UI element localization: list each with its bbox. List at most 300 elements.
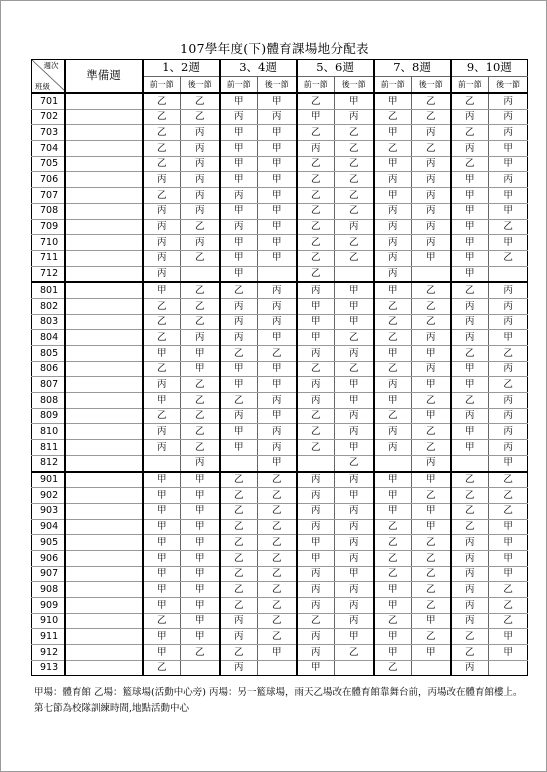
class-number-cell: 712 (32, 266, 65, 282)
prep-week-cell (65, 282, 143, 298)
venue-cell: 乙 (374, 535, 412, 551)
venue-cell: 甲 (143, 598, 181, 614)
class-number-cell: 804 (32, 330, 65, 346)
schedule-table (31, 59, 528, 676)
venue-cell: 甲 (374, 582, 412, 598)
venue-cell: 甲 (220, 125, 258, 141)
venue-cell: 乙 (374, 361, 412, 377)
venue-cell: 甲 (258, 141, 297, 157)
prep-week-cell (65, 219, 143, 235)
venue-cell: 乙 (412, 598, 451, 614)
venue-cell: 丙 (489, 408, 528, 424)
venue-cell: 丙 (451, 598, 489, 614)
prep-week-cell (65, 645, 143, 661)
venue-cell: 甲 (451, 424, 489, 440)
venue-cell: 丙 (489, 93, 528, 109)
first-period-header: 前一節 (220, 77, 258, 94)
class-number-cell: 811 (32, 440, 65, 456)
venue-cell: 乙 (220, 519, 258, 535)
venue-cell: 甲 (451, 203, 489, 219)
venue-cell (489, 266, 528, 282)
prep-week-cell (65, 172, 143, 188)
prep-week-cell (65, 93, 143, 109)
venue-cell: 乙 (297, 219, 335, 235)
venue-cell: 甲 (181, 598, 220, 614)
diagonal-header-week-label: 週次 (43, 61, 59, 70)
venue-cell: 乙 (297, 188, 335, 204)
venue-cell: 丙 (412, 330, 451, 346)
venue-cell: 甲 (335, 314, 374, 330)
venue-cell: 甲 (297, 109, 335, 125)
venue-cell: 乙 (374, 566, 412, 582)
table-row (32, 645, 528, 661)
venue-cell: 乙 (297, 266, 335, 282)
venue-cell: 丙 (258, 109, 297, 125)
venue-cell: 乙 (335, 455, 374, 471)
venue-cell: 丙 (181, 188, 220, 204)
venue-cell: 乙 (489, 598, 528, 614)
venue-cell: 丙 (374, 172, 412, 188)
venue-cell: 乙 (297, 172, 335, 188)
venue-cell: 丙 (297, 141, 335, 157)
venue-cell: 乙 (489, 472, 528, 488)
venue-cell: 甲 (258, 188, 297, 204)
venue-cell: 乙 (412, 582, 451, 598)
venue-cell: 乙 (181, 298, 220, 314)
document-title: 107學年度(下)體育課場地分配表 (180, 41, 369, 56)
table-row (32, 566, 528, 582)
venue-cell: 丙 (297, 346, 335, 362)
venue-cell: 乙 (143, 361, 181, 377)
venue-cell: 丙 (297, 598, 335, 614)
venue-cell: 乙 (181, 377, 220, 393)
venue-cell: 乙 (374, 330, 412, 346)
venue-cell: 乙 (412, 314, 451, 330)
venue-cell: 甲 (181, 503, 220, 519)
prep-week-header: 準備週 (65, 60, 143, 94)
table-row (32, 330, 528, 346)
venue-cell: 甲 (143, 393, 181, 409)
venue-cell: 乙 (412, 282, 451, 298)
class-number-cell: 908 (32, 582, 65, 598)
venue-cell: 乙 (143, 141, 181, 157)
week-header-1-2: 1、2週 (143, 60, 220, 77)
venue-cell: 甲 (258, 377, 297, 393)
table-row (32, 188, 528, 204)
venue-cell: 乙 (220, 598, 258, 614)
venue-cell: 乙 (412, 298, 451, 314)
venue-cell: 乙 (412, 141, 451, 157)
prep-week-cell (65, 266, 143, 282)
venue-cell: 丙 (412, 455, 451, 471)
venue-cell: 丙 (335, 472, 374, 488)
venue-cell: 丙 (374, 440, 412, 456)
venue-cell: 甲 (220, 203, 258, 219)
venue-cell: 甲 (258, 361, 297, 377)
venue-cell: 乙 (374, 660, 412, 676)
venue-cell: 丙 (297, 566, 335, 582)
venue-cell: 乙 (297, 361, 335, 377)
class-number-cell: 806 (32, 361, 65, 377)
class-number-cell: 803 (32, 314, 65, 330)
prep-week-cell (65, 535, 143, 551)
venue-cell: 甲 (489, 645, 528, 661)
venue-cell: 丙 (220, 314, 258, 330)
venue-cell: 丙 (489, 440, 528, 456)
prep-week-cell (65, 503, 143, 519)
class-number-cell: 901 (32, 472, 65, 488)
class-number-cell: 911 (32, 629, 65, 645)
venue-cell: 乙 (220, 488, 258, 504)
class-number-cell: 809 (32, 408, 65, 424)
venue-cell: 乙 (181, 282, 220, 298)
venue-cell (451, 455, 489, 471)
venue-cell: 丙 (412, 219, 451, 235)
venue-cell: 甲 (489, 203, 528, 219)
table-row (32, 172, 528, 188)
class-number-cell: 701 (32, 93, 65, 109)
table-row (32, 266, 528, 282)
venue-cell: 乙 (412, 629, 451, 645)
venue-cell: 丙 (489, 298, 528, 314)
venue-cell: 丙 (220, 188, 258, 204)
venue-cell: 甲 (181, 535, 220, 551)
class-number-cell: 708 (32, 203, 65, 219)
venue-cell: 乙 (451, 125, 489, 141)
table-row (32, 503, 528, 519)
venue-cell: 丙 (335, 519, 374, 535)
venue-cell: 乙 (451, 393, 489, 409)
venue-cell: 甲 (451, 188, 489, 204)
venue-cell: 丙 (181, 203, 220, 219)
venue-cell: 甲 (181, 582, 220, 598)
venue-cell: 乙 (451, 503, 489, 519)
prep-week-cell (65, 141, 143, 157)
venue-cell: 丙 (489, 109, 528, 125)
class-number-cell: 902 (32, 488, 65, 504)
venue-cell (181, 266, 220, 282)
venue-cell: 丙 (489, 424, 528, 440)
venue-cell: 乙 (451, 93, 489, 109)
venue-cell: 甲 (220, 377, 258, 393)
venue-cell: 甲 (374, 156, 412, 172)
venue-cell: 乙 (220, 645, 258, 661)
venue-cell: 丙 (181, 455, 220, 471)
venue-cell: 乙 (451, 346, 489, 362)
venue-cell: 乙 (258, 503, 297, 519)
venue-cell: 乙 (258, 488, 297, 504)
prep-week-cell (65, 156, 143, 172)
venue-cell: 乙 (335, 188, 374, 204)
venue-cell: 乙 (374, 408, 412, 424)
class-number-cell: 705 (32, 156, 65, 172)
venue-cell: 甲 (143, 629, 181, 645)
venue-cell: 丙 (143, 266, 181, 282)
venue-cell: 乙 (374, 613, 412, 629)
venue-cell: 乙 (220, 550, 258, 566)
second-period-header: 後一節 (258, 77, 297, 94)
class-number-cell: 812 (32, 455, 65, 471)
venue-cell: 乙 (451, 488, 489, 504)
venue-cell: 丙 (220, 660, 258, 676)
venue-cell: 乙 (412, 440, 451, 456)
venue-cell: 丙 (489, 172, 528, 188)
venue-cell: 甲 (489, 566, 528, 582)
venue-cell: 丙 (181, 235, 220, 251)
venue-cell (335, 660, 374, 676)
class-number-cell: 709 (32, 219, 65, 235)
venue-cell: 乙 (451, 156, 489, 172)
venue-cell: 丙 (220, 629, 258, 645)
venue-cell: 丙 (220, 298, 258, 314)
venue-cell: 乙 (297, 203, 335, 219)
venue-cell: 乙 (412, 550, 451, 566)
venue-cell: 甲 (374, 645, 412, 661)
venue-cell: 甲 (181, 566, 220, 582)
first-period-header: 前一節 (374, 77, 412, 94)
prep-week-cell (65, 582, 143, 598)
venue-cell: 甲 (297, 535, 335, 551)
second-period-header: 後一節 (412, 77, 451, 94)
class-number-cell: 702 (32, 109, 65, 125)
venue-cell: 乙 (412, 535, 451, 551)
venue-cell: 甲 (374, 598, 412, 614)
venue-cell: 乙 (335, 645, 374, 661)
venue-cell: 丙 (297, 629, 335, 645)
first-period-header: 前一節 (451, 77, 489, 94)
venue-cell: 甲 (143, 488, 181, 504)
venue-cell: 甲 (220, 250, 258, 266)
venue-cell: 乙 (297, 125, 335, 141)
venue-cell: 乙 (489, 219, 528, 235)
venue-cell: 乙 (374, 109, 412, 125)
venue-cell: 乙 (143, 298, 181, 314)
venue-cell: 乙 (335, 250, 374, 266)
venue-cell: 乙 (297, 156, 335, 172)
venue-cell: 甲 (143, 282, 181, 298)
class-number-cell: 710 (32, 235, 65, 251)
field-legend-note: 甲場：體育館 乙場：籃球場(活動中心旁) 丙場：另一籃球場，雨天乙場改在體育館靠舞台前，丙場改在體育館樓上。 (34, 687, 523, 698)
venue-cell: 乙 (335, 235, 374, 251)
class-number-cell: 810 (32, 424, 65, 440)
venue-cell: 丙 (297, 519, 335, 535)
venue-cell: 甲 (335, 377, 374, 393)
team-training-note: 第七節為校隊訓練時間,地點活動中心 (34, 703, 190, 714)
venue-cell: 甲 (489, 535, 528, 551)
venue-cell: 甲 (297, 298, 335, 314)
venue-cell: 丙 (335, 408, 374, 424)
venue-cell: 乙 (181, 314, 220, 330)
venue-cell (258, 266, 297, 282)
venue-cell: 甲 (489, 188, 528, 204)
venue-cell: 甲 (451, 250, 489, 266)
prep-week-cell (65, 250, 143, 266)
prep-week-cell (65, 314, 143, 330)
venue-cell: 甲 (181, 346, 220, 362)
venue-cell: 甲 (143, 582, 181, 598)
table-row (32, 393, 528, 409)
venue-cell: 乙 (181, 219, 220, 235)
venue-cell: 乙 (412, 393, 451, 409)
venue-cell: 甲 (258, 235, 297, 251)
venue-cell: 乙 (489, 488, 528, 504)
venue-cell: 丙 (489, 361, 528, 377)
venue-cell: 乙 (412, 566, 451, 582)
week-header-9-10: 9、10週 (451, 60, 528, 77)
venue-cell (181, 660, 220, 676)
prep-week-cell (65, 613, 143, 629)
table-row (32, 582, 528, 598)
prep-week-cell (65, 346, 143, 362)
class-number-cell: 909 (32, 598, 65, 614)
venue-cell: 乙 (297, 250, 335, 266)
venue-cell: 甲 (297, 314, 335, 330)
venue-cell: 乙 (258, 346, 297, 362)
table-row (32, 488, 528, 504)
table-row (32, 156, 528, 172)
venue-cell: 甲 (220, 266, 258, 282)
venue-cell (412, 266, 451, 282)
venue-cell: 甲 (335, 488, 374, 504)
venue-cell: 甲 (374, 488, 412, 504)
table-row (32, 424, 528, 440)
diagonal-header-class-label: 班級 (35, 81, 50, 91)
venue-cell: 丙 (297, 377, 335, 393)
venue-cell: 甲 (258, 219, 297, 235)
prep-week-cell (65, 377, 143, 393)
venue-cell: 丙 (412, 235, 451, 251)
class-number-cell: 905 (32, 535, 65, 551)
table-row (32, 109, 528, 125)
venue-cell: 甲 (335, 282, 374, 298)
venue-cell: 甲 (451, 266, 489, 282)
venue-cell: 乙 (374, 298, 412, 314)
venue-cell: 乙 (335, 156, 374, 172)
venue-cell: 丙 (451, 298, 489, 314)
week-header-5-6: 5、6週 (297, 60, 374, 77)
venue-cell: 甲 (374, 346, 412, 362)
venue-cell: 丙 (451, 566, 489, 582)
venue-cell: 丙 (335, 346, 374, 362)
venue-cell: 甲 (258, 156, 297, 172)
venue-cell: 乙 (374, 550, 412, 566)
week-header-3-4: 3、4週 (220, 60, 297, 77)
venue-cell: 丙 (451, 550, 489, 566)
venue-cell: 丙 (412, 156, 451, 172)
venue-cell: 丙 (143, 440, 181, 456)
venue-cell (335, 266, 374, 282)
venue-cell: 丙 (335, 219, 374, 235)
venue-cell: 甲 (374, 125, 412, 141)
venue-cell: 乙 (335, 203, 374, 219)
venue-cell: 丙 (335, 598, 374, 614)
venue-cell: 甲 (143, 535, 181, 551)
venue-cell: 乙 (220, 535, 258, 551)
venue-cell: 丙 (335, 109, 374, 125)
venue-cell (258, 660, 297, 676)
venue-cell: 乙 (258, 629, 297, 645)
venue-cell: 丙 (451, 408, 489, 424)
prep-week-cell (65, 298, 143, 314)
venue-cell: 甲 (220, 361, 258, 377)
table-row (32, 235, 528, 251)
table-row (32, 93, 528, 109)
venue-cell: 乙 (220, 393, 258, 409)
table-row (32, 282, 528, 298)
venue-cell: 甲 (258, 408, 297, 424)
venue-cell: 甲 (489, 235, 528, 251)
venue-cell: 乙 (143, 330, 181, 346)
class-number-cell: 707 (32, 188, 65, 204)
prep-week-cell (65, 408, 143, 424)
class-number-cell: 807 (32, 377, 65, 393)
venue-cell: 乙 (143, 109, 181, 125)
prep-week-cell (65, 361, 143, 377)
venue-cell: 甲 (335, 629, 374, 645)
venue-cell: 甲 (489, 455, 528, 471)
venue-cell: 乙 (181, 408, 220, 424)
class-number-cell: 907 (32, 566, 65, 582)
prep-week-cell (65, 455, 143, 471)
venue-cell: 丙 (451, 535, 489, 551)
venue-cell: 乙 (181, 109, 220, 125)
venue-cell: 丙 (451, 314, 489, 330)
class-number-cell: 706 (32, 172, 65, 188)
table-row (32, 550, 528, 566)
venue-cell: 乙 (412, 93, 451, 109)
venue-cell: 甲 (143, 472, 181, 488)
venue-cell: 乙 (451, 472, 489, 488)
venue-cell: 丙 (143, 250, 181, 266)
venue-cell: 甲 (335, 440, 374, 456)
venue-cell: 乙 (181, 93, 220, 109)
venue-cell: 甲 (451, 235, 489, 251)
venue-cell: 乙 (451, 519, 489, 535)
venue-cell: 丙 (335, 613, 374, 629)
class-number-cell: 808 (32, 393, 65, 409)
prep-week-cell (65, 393, 143, 409)
venue-cell: 乙 (181, 250, 220, 266)
venue-cell: 乙 (297, 440, 335, 456)
prep-week-cell (65, 472, 143, 488)
table-row (32, 535, 528, 551)
venue-cell: 甲 (412, 519, 451, 535)
venue-cell: 丙 (489, 282, 528, 298)
venue-cell: 甲 (489, 519, 528, 535)
venue-cell: 乙 (297, 235, 335, 251)
venue-cell: 丙 (143, 424, 181, 440)
venue-cell: 丙 (220, 330, 258, 346)
table-row (32, 660, 528, 676)
venue-cell: 丙 (297, 282, 335, 298)
venue-cell: 乙 (412, 424, 451, 440)
venue-cell: 乙 (489, 250, 528, 266)
venue-cell: 丙 (181, 125, 220, 141)
venue-cell: 丙 (181, 172, 220, 188)
venue-cell: 甲 (489, 550, 528, 566)
venue-cell: 乙 (374, 314, 412, 330)
venue-cell: 乙 (220, 566, 258, 582)
venue-cell: 甲 (374, 188, 412, 204)
venue-cell: 甲 (451, 361, 489, 377)
prep-week-cell (65, 188, 143, 204)
venue-cell: 丙 (297, 503, 335, 519)
venue-cell (374, 455, 412, 471)
venue-cell: 丙 (374, 203, 412, 219)
venue-cell: 甲 (412, 472, 451, 488)
venue-cell: 甲 (412, 250, 451, 266)
venue-cell: 丙 (258, 440, 297, 456)
